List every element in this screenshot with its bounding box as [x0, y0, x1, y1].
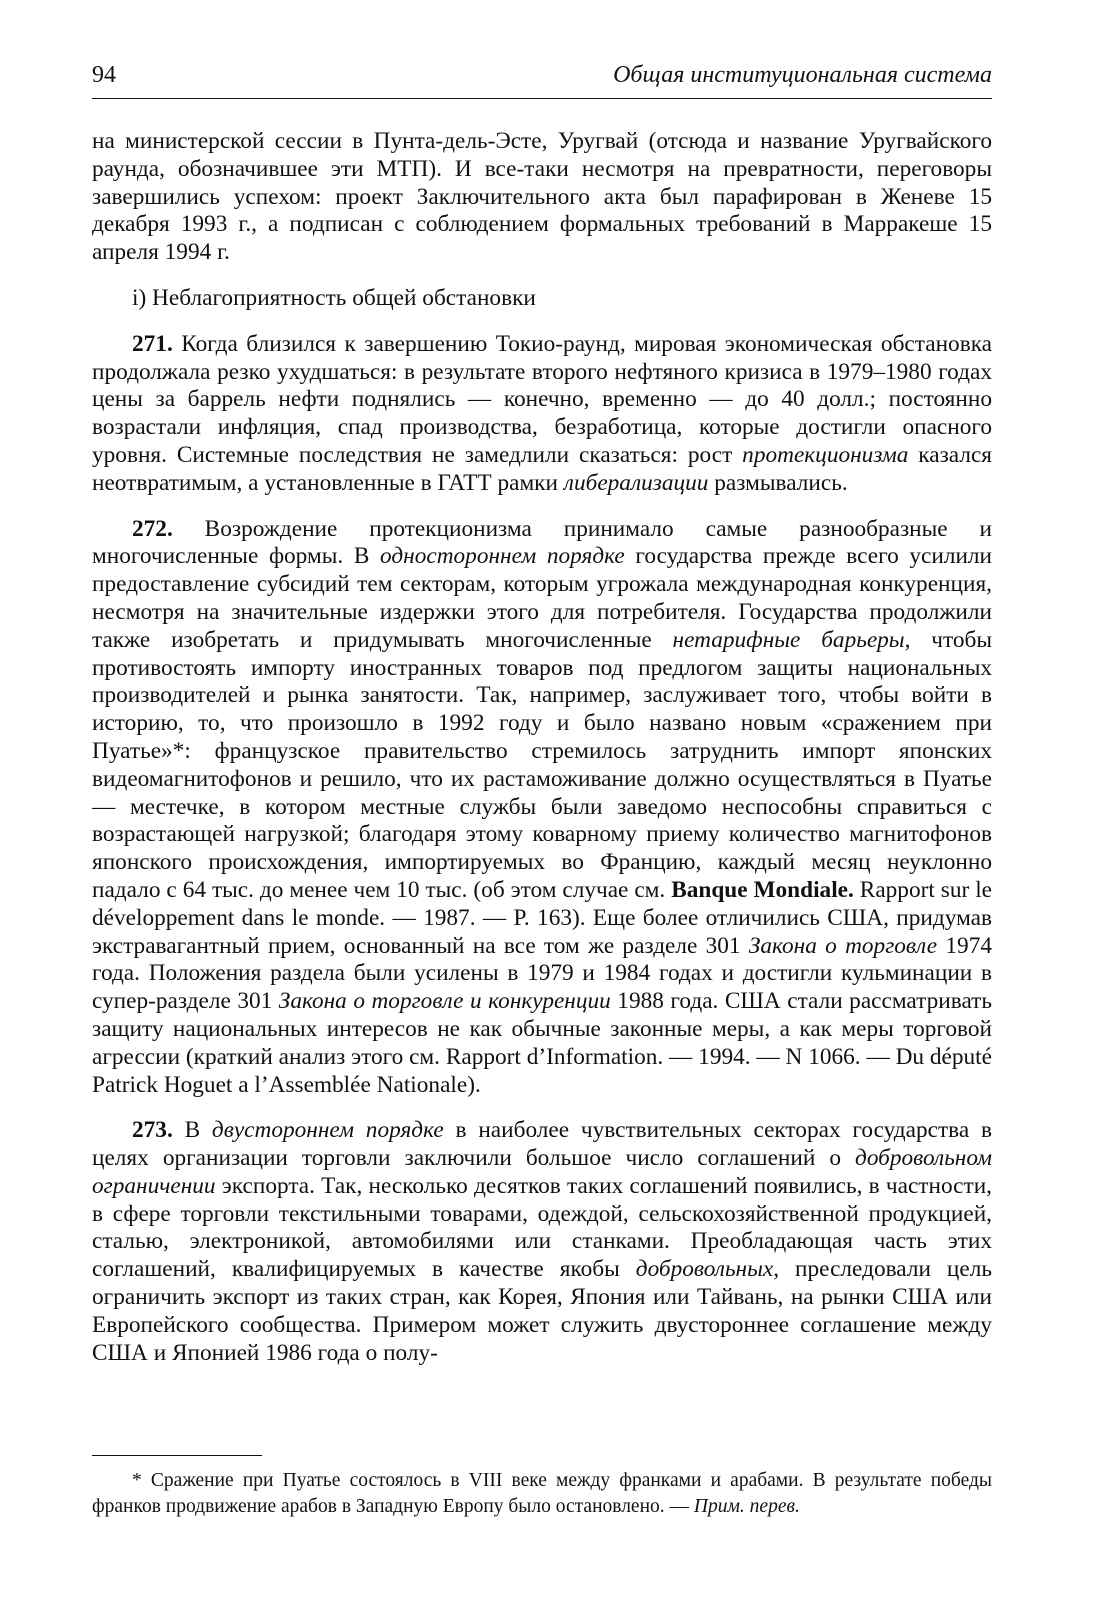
emphasis: одностороннем порядке [380, 543, 625, 570]
text-run: , преследовали цель ограничить экспорт из таких стран, как Корея, Япония или Тайвань, на рынки США или Европейского сообщества. Примером может служить двустороннее соглашение между США и Японией 1986 года о полу- [92, 1256, 992, 1366]
text-run: 1974 года. Положения раздела были усилены в 1979 и 1984 годах и достигли кульминации в супер-разделе 301 [92, 932, 993, 1015]
page-header [92, 60, 992, 99]
emphasis: двустороннем порядке [211, 1117, 444, 1144]
paragraph-number: 272. [132, 515, 173, 542]
text-run: в наиболее чувствительных секторах государства в целях организации торговли заключили большое число соглашений о [92, 1117, 993, 1172]
paragraph-number: 273. [132, 1117, 173, 1144]
text-run: , чтобы противостоять импорту иностранных товаров под предлогом защиты национальных производителей и рынка занятости. Так, например, заслуживает того, чтобы войти в историю, то, что произошло в 1992 году и было названо новым «сражением при Пуатье»*: французское правительство стремилось затруднить импорт японских видеомагнитофонов и решило, что их растаможивание должно осуществляться в Пуатье — местечке, в котором местные службы были заведомо неспособны справиться с возрастающей нагрузкой; благодаря этому коварному приему количество магнитофонов японского происхождения, импортируемых во Францию, каждый месяц неуклонно падало с 64 тыс. до менее чем 10 тыс. (об этом случае см. [92, 626, 992, 903]
emphasis: либерализации [563, 469, 709, 496]
emphasis: протекционизма [742, 441, 909, 468]
section-heading: i) Неблагоприятность общей обстановки [132, 284, 536, 311]
text-run: 1988 года. США стали рассматривать защиту национальных интересов не как обычные законные меры, а как меры торговой агрессии (краткий анализ этого см. Rapport d’Information. — 1994. — N 1066. — Du député Patrick Hoguet a l’Assemblée Nationale). [92, 988, 992, 1098]
emphasis: нетарифные барьеры [672, 626, 905, 653]
emphasis: Закона о торговле и конкуренции [278, 988, 611, 1015]
emphasis: Закона о торговле [748, 932, 938, 959]
emphasis: добровольных [635, 1256, 774, 1283]
paragraph-273 [92, 1117, 992, 1367]
page-number: 94 [92, 62, 116, 88]
paragraph-272 [92, 516, 992, 1100]
paragraph-number: 271. [132, 330, 173, 357]
emphasis: Прим. перев. [693, 1496, 800, 1517]
text-run: государства прежде всего усилили предоставление субсидий тем секторам, которым угрожала международная конкуренция, несмотря на значительные издержки этого для потребителя. Государства продолжили также изобретать и придумывать многочисленные [92, 543, 993, 653]
paragraph-continuation: на министерской сессии в Пунта-дель-Эсте, Уругвай (отсюда и название Уругвайского раунда, обозначившее эти МТП). И все-таки несмотря на превратности, переговоры завершились успехом: проект Заключительного акта был парафирован в Женеве 15 декабря 1993 г., а подписан с соблюдением формальных требований в Марракеше 15 апреля 1994 г. [92, 128, 992, 266]
text-run: казался неотвратимым, а установленные в ГАТТ рамки [92, 441, 993, 496]
main-text [92, 128, 992, 1367]
text-run: Возрождение протекционизма принимало самые разнообразные и многочисленные формы. В [92, 515, 992, 570]
paragraph-271 [92, 331, 992, 498]
text-run: экспорта. Так, несколько десятков таких соглашений появились, в частности, в сфере торговли текстильными товарами, одеждой, сельскохозяйственной продукцией, сталью, электроникой, автомобилями или станками. Преобладающая часть этих соглашений, квалифицируемых в качестве якобы [92, 1172, 992, 1283]
running-title: Общая институциональная система [613, 62, 992, 88]
citation-author: Banque Mondiale. [671, 876, 854, 903]
text-run: размывались. [708, 469, 848, 496]
footnote-text [92, 1468, 992, 1520]
footnote [92, 1468, 992, 1520]
footnote-separator [92, 1455, 262, 1456]
text-run: * Сражение при Пуатье состоялось в VIII веке между франками и арабами. В результате победы франков продвижение арабов в Западную Европу было остановлено. — [92, 1470, 992, 1517]
text-run: Rapport sur le développement dans le monde. — 1987. — P. 163). Еще более отличились США, придумав экстравагантный прием, основанный на все том же разделе 301 [92, 876, 993, 959]
text-run: В [172, 1117, 212, 1144]
text-run: Когда близился к завершению Токио-раунд, мировая экономическая обстановка продолжала резко ухудшаться: в результате второго нефтяного кризиса в 1979–1980 годах цены за баррель нефти поднялись — конечно, временно — до 40 долл.; постоянно возрастали инфляция, спад производства, безработица, которые достигли опасного уровня. Системные последствия не замедлили сказаться: рост [92, 330, 992, 468]
emphasis: добровольном ограничении [92, 1145, 992, 1199]
